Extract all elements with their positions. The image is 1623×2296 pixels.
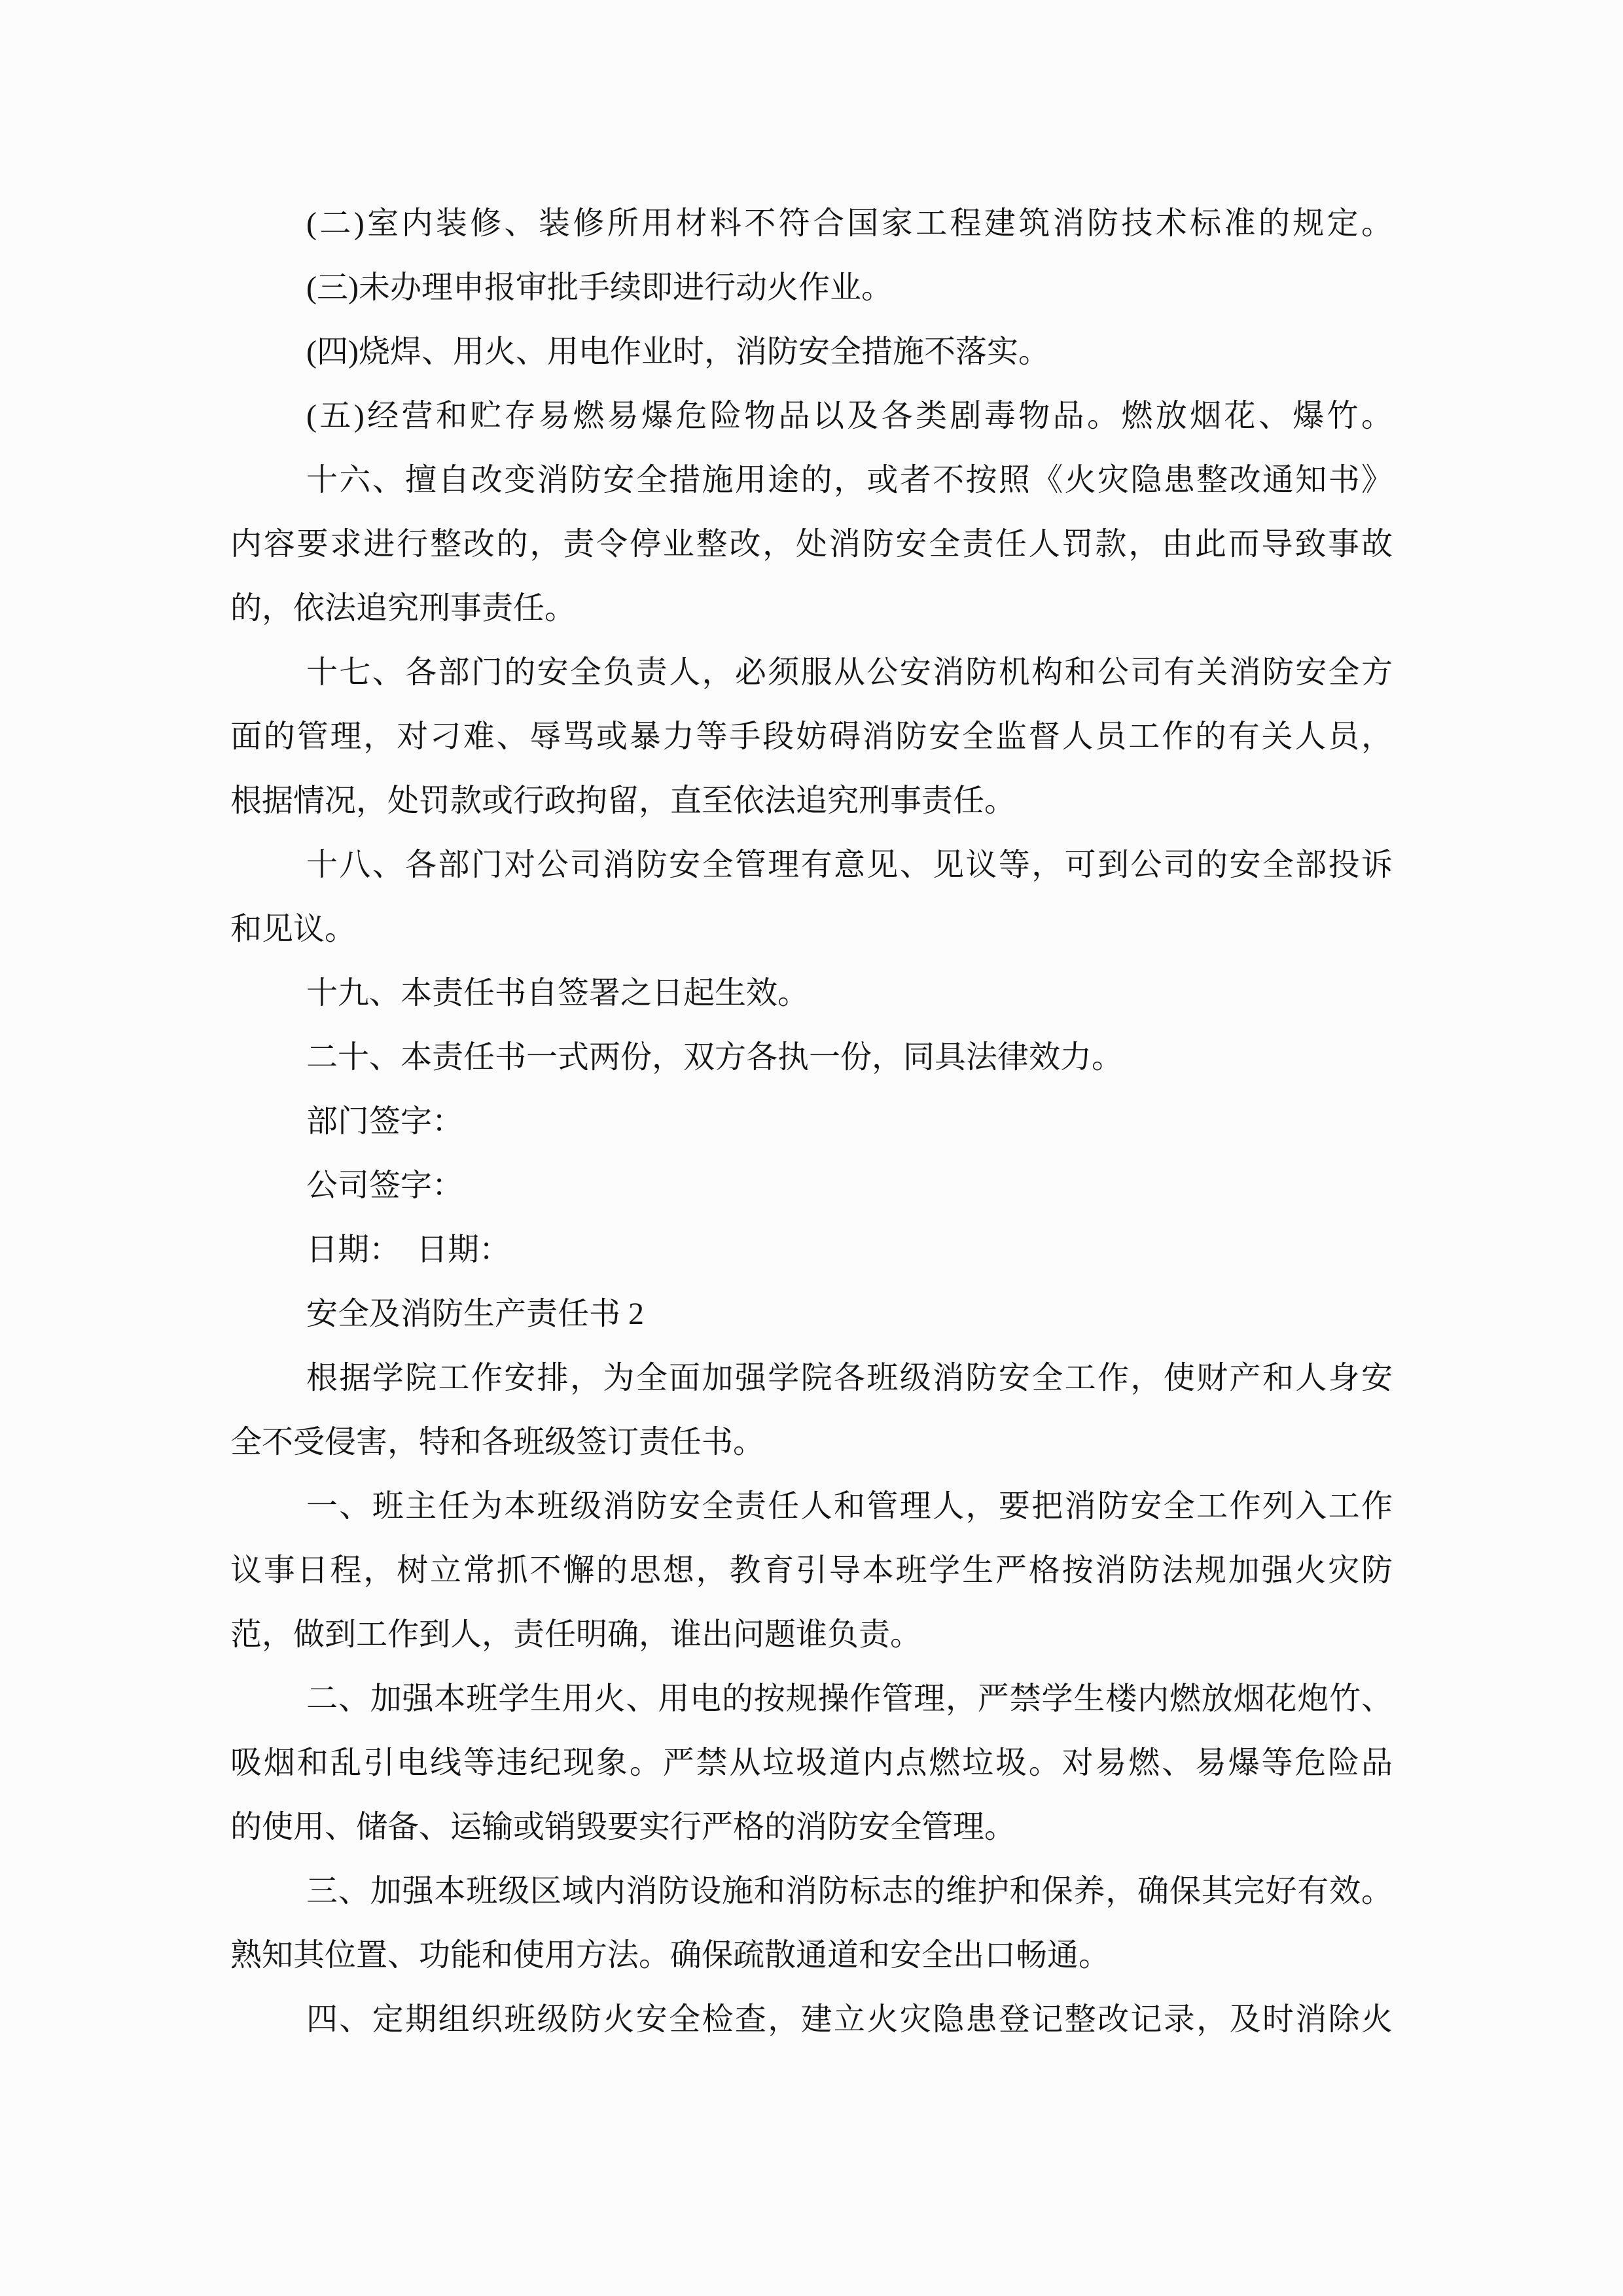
text-line: 安全及消防生产责任书 2 (306, 1297, 645, 1331)
text-line: 和见议。 (230, 912, 357, 946)
text-line: 日期： 日期： (306, 1232, 511, 1267)
document-body (230, 192, 1393, 2052)
text-line: 范，做到工作到人，责任明确，谁出问题谁负责。 (230, 1617, 922, 1652)
text-line: 二十、本责任书一式两份，双方各执一份，同具法律效力。 (306, 1040, 1124, 1075)
text-line: 一、班主任为本班级消防安全责任人和管理人，要把消防安全工作列入工作 (306, 1489, 1393, 1524)
text-line: 十九、本责任书自签署之日起生效。 (306, 976, 810, 1011)
text-line: 议事日程，树立常抓不懈的思想，教育引导本班学生严格按消防法规加强火灾防 (230, 1553, 1393, 1588)
text-line: 根据情况，处罚款或行政拘留，直至依法追究刑事责任。 (230, 783, 1016, 818)
text-line: 的使用、储备、运输或销毁要实行严格的消防安全管理。 (230, 1810, 1016, 1844)
text-line: 十六、擅自改变消防安全措施用途的，或者不按照《火灾隐患整改通知书》 (306, 463, 1393, 497)
text-line: 部门签字： (306, 1104, 464, 1139)
text-line: (二)室内装修、装修所用材料不符合国家工程建筑消防技术标准的规定。 (306, 206, 1393, 241)
text-line: 三、加强本班级区域内消防设施和消防标志的维护和保养，确保其完好有效。 (306, 1874, 1393, 1909)
text-line: 的，依法追究刑事责任。 (230, 591, 577, 626)
text-line: 二、加强本班学生用火、用电的按规操作管理，严禁学生楼内燃放烟花炮竹、 (306, 1681, 1393, 1716)
text-line: 根据学院工作安排，为全面加强学院各班级消防安全工作，使财产和人身安 (306, 1361, 1393, 1395)
text-line: 十八、各部门对公司消防安全管理有意见、见议等，可到公司的安全部投诉 (306, 848, 1393, 882)
text-line: 公司签字： (306, 1168, 464, 1203)
text-line: (三)未办理申报审批手续即进行动火作业。 (306, 270, 893, 305)
text-line: 熟知其位置、功能和使用方法。确保疏散通道和安全出口畅通。 (230, 1938, 1111, 1973)
text-line: 面的管理，对刁难、辱骂或暴力等手段妨碍消防安全监督人员工作的有关人员， (230, 719, 1393, 754)
text-line: (五)经营和贮存易燃易爆危险物品以及各类剧毒物品。燃放烟花、爆竹。 (306, 399, 1393, 433)
text-line: 四、定期组织班级防火安全检查，建立火灾隐患登记整改记录，及时消除火 (306, 2002, 1393, 2037)
text-line: (四)烧焊、用火、用电作业时，消防安全措施不落实。 (306, 334, 1050, 369)
text-line: 全不受侵害，特和各班级签订责任书。 (230, 1425, 765, 1460)
text-line: 内容要求进行整改的，责令停业整改，处消防安全责任人罚款，由此而导致事故 (230, 527, 1393, 562)
text-line: 十七、各部门的安全负责人，必须服从公安消防机构和公司有关消防安全方 (306, 655, 1393, 690)
text-line: 吸烟和乱引电线等违纪现象。严禁从垃圾道内点燃垃圾。对易燃、易爆等危险品 (230, 1746, 1393, 1780)
